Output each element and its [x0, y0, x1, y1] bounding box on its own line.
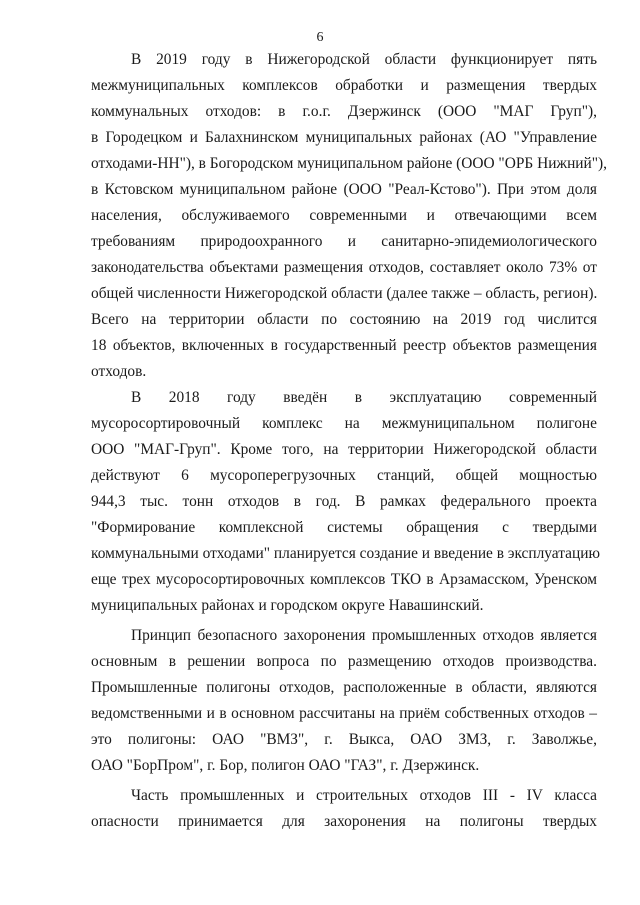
paragraph-1-line-2: межмуниципальных комплексов обработки и размещения твердых	[91, 77, 597, 94]
paragraph-2-line-8: еще трех мусоросортировочных комплексов ТКО в Арзамасском, Уренском	[91, 571, 597, 588]
paragraph-3-line-6: ОАО "БорПром", г. Бор, полигон ОАО "ГАЗ", г. Дзержинск.	[91, 757, 480, 774]
paragraph-3-line-1: Принцип безопасного захоронения промышленных отходов является	[131, 627, 597, 644]
paragraph-1-line-8: требованиям природоохранного и санитарно-эпидемиологического	[91, 233, 597, 250]
paragraph-4-line-1: Часть промышленных и строительных отходов III - IV класса	[131, 787, 597, 804]
paragraph-1-line-3: коммунальных отходов: в г.о.г. Дзержинск (ООО "МАГ Груп"),	[91, 103, 597, 120]
paragraph-1-line-4: в Городецком и Балахнинском муниципальных районах (АО "Управление	[91, 129, 597, 146]
page-number: 6	[316, 30, 324, 45]
paragraph-2-line-6: "Формирование комплексной системы обращения с твердыми	[91, 519, 597, 536]
paragraph-2-line-1: В 2018 году введён в эксплуатацию современный	[131, 389, 597, 406]
paragraph-2-line-5: 944,3 тыс. тонн отходов в год. В рамках федерального проекта	[91, 493, 597, 510]
paragraph-1-line-9: законодательства объектами размещения отходов, составляет около 73% от	[91, 259, 597, 276]
paragraph-1-line-1: В 2019 году в Нижегородской области функционирует пять	[131, 51, 597, 68]
paragraph-1-line-6: в Кстовском муниципальном районе (ООО "Реал-Кстово"). При этом доля	[91, 181, 597, 198]
paragraph-2-line-7: коммунальными отходами" планируется создание и введение в эксплуатацию	[91, 545, 600, 562]
paragraph-1-line-12: 18 объектов, включенных в государственный реестр объектов размещения	[91, 337, 597, 354]
paragraph-3-line-2: основным в решении вопроса по размещению отходов производства.	[91, 653, 597, 670]
paragraph-2-line-9: муниципальных районах и городском округе Навашинский.	[91, 597, 484, 614]
paragraph-1-line-10: общей численности Нижегородской области (далее также – область, регион).	[91, 285, 598, 302]
paragraph-1-line-13: отходов.	[91, 363, 147, 380]
paragraph-1-line-7: населения, обслуживаемого современными и отвечающими всем	[91, 207, 597, 224]
paragraph-2-line-3: ООО "МАГ-Груп". Кроме того, на территории Нижегородской области	[91, 441, 597, 458]
paragraph-2-line-4: действуют 6 мусороперегрузочных станций, общей мощностью	[91, 467, 597, 484]
paragraph-1-line-11: Всего на территории области по состоянию на 2019 год числится	[91, 311, 597, 328]
paragraph-2-line-2: мусоросортировочный комплекс на межмуниципальном полигоне	[91, 415, 597, 432]
paragraph-3-line-4: ведомственными и в основном рассчитаны на приём собственных отходов –	[91, 705, 597, 722]
paragraph-1-line-5: отходами-НН"), в Богородском муниципальном районе (ООО "ОРБ Нижний"),	[91, 155, 608, 172]
paragraph-4-line-2: опасности принимается для захоронения на полигоны твердых	[91, 813, 597, 830]
paragraph-3-line-3: Промышленные полигоны отходов, расположенные в области, являются	[91, 679, 597, 696]
paragraph-3-line-5: это полигоны: ОАО "ВМЗ", г. Выкса, ОАО ЗМЗ, г. Заволжье,	[91, 731, 597, 748]
